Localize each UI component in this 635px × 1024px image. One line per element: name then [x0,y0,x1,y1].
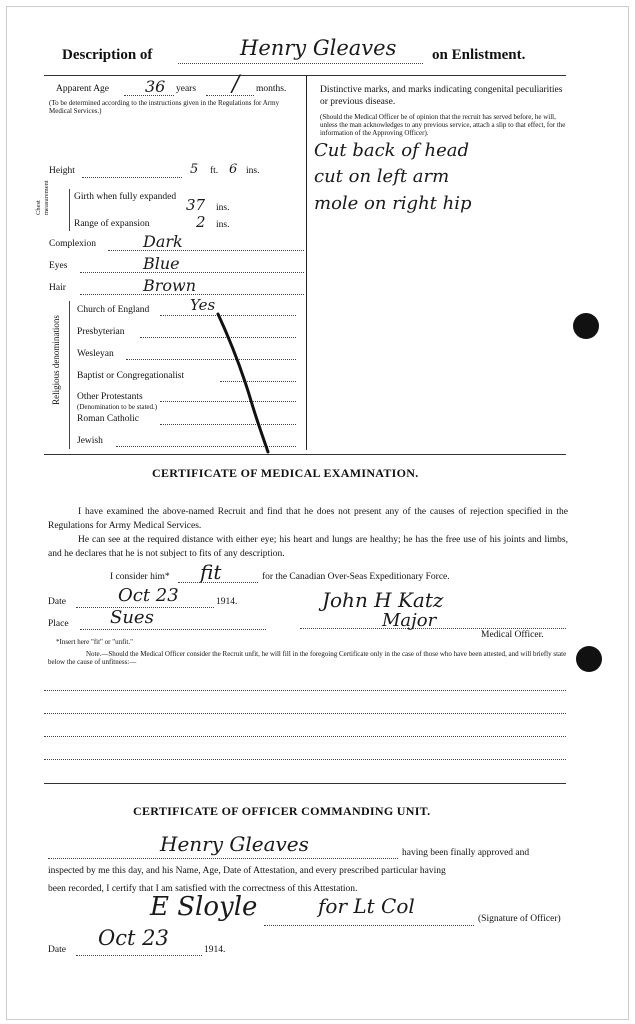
on-enlistment-label: on Enlistment. [432,47,526,63]
commanding-year: 1914. [204,945,226,955]
height-in-value: 6 [229,162,238,177]
complexion-line [108,250,304,251]
months-label: months. [256,84,287,94]
wesleyan-label: Wesleyan [77,349,114,359]
chest-brace [69,189,70,231]
religious-denominations-label: Religious denominations [51,315,61,405]
commanding-date-value: Oct 23 [98,926,169,950]
church-of-england-label: Church of England [77,305,150,315]
column-divider [306,76,307,450]
distinctive-marks-note: (Should the Medical Officer be of opinion that the recruit has served before, he will, unless the man acknowledges to any previous service, attach a slip to that effect, for the information of the Approving Officer). [320,113,566,137]
religion-brace [69,301,70,449]
recruit-name-handwritten: Henry Gleaves [240,36,397,60]
girth-ins-label: ins. [216,203,230,213]
description-of-label: Description of [62,47,153,63]
commanding-date-line [76,955,202,956]
fit-footnote: *Insert here "fit" or "unfit." [56,638,133,646]
commanding-signature: E Sloyle [150,892,258,922]
age-note: (To be determined according to the instructions given in the Regulations for Army Medical Services.) [49,99,280,115]
header-rule [44,75,566,76]
roman-catholic-label: Roman Catholic [77,414,140,424]
range-ins-label: ins. [216,220,230,230]
chest-measurement-label: Chest measurement [35,180,50,215]
girth-label: Girth when fully expanded [74,192,177,202]
eyes-line [80,272,304,273]
unfit-line-4 [44,759,566,760]
commanding-name-line [48,858,398,859]
eyes-label: Eyes [49,261,68,271]
hair-label: Hair [49,283,66,293]
height-ins-label: ins. [246,166,260,176]
punch-hole-bottom [576,646,602,672]
mark-line-2: cut on left arm [314,166,450,187]
medical-signature-line [300,628,566,629]
commanding-line-3: been recorded, I certify that I am satisfied with the correctness of this Attestation. [48,884,358,894]
commanding-date-label: Date [48,945,66,955]
range-label: Range of expansion [74,219,150,229]
height-label: Height [49,166,75,176]
medical-date-label: Date [48,597,66,607]
commanding-line-2: inspected by me this day, and his Name, Age, Date of Attestation, and every prescribed particular having [48,866,446,876]
months-line [206,95,254,96]
jewish-label: Jewish [77,436,103,446]
medical-paragraph-1: I have examined the above-named Recruit and find that he does not present any of the causes of rejection specified in the Regulations for Army Medical Services. [48,507,568,531]
commanding-signature-line [264,925,474,926]
medical-officer-label: Medical Officer. [481,630,544,640]
medical-officer-signature: John H Katz [322,588,444,612]
height-ft-value: 5 [190,162,199,177]
distinctive-marks-heading: Distinctive marks, and marks indicating congenital peculiarities or previous disease. [320,85,563,107]
mark-line-1: Cut back of head [314,140,470,161]
consider-value: fit [200,560,222,584]
medical-certificate-title: CERTIFICATE OF MEDICAL EXAMINATION. [152,466,419,480]
name-line [178,63,423,64]
consider-line [178,582,258,583]
girth-value: 37 [186,196,206,214]
commanding-line-1: having been finally approved and [402,848,530,858]
pen-stroke-mark [180,300,280,460]
medical-year: 1914. [216,597,238,607]
medical-note: Note.—Should the Medical Officer consider the Recruit unfit, he will fill in the foregoing Certificate only in the case of those who have been attested, and will briefly state below the cause of unfitness:— [48,650,567,666]
apparent-age-label: Apparent Age [56,84,110,94]
denomination-note: (Denomination to be stated.) [77,403,158,411]
height-leader [82,177,182,178]
place-value: Sues [110,607,154,628]
church-of-england-value: Yes [190,296,216,314]
commanding-signature-2: for Lt Col [318,894,415,918]
medical-officer-rank: Major [382,610,437,631]
complexion-value: Dark [143,232,183,251]
unfit-line-2 [44,713,566,714]
hair-line [80,294,304,295]
baptist-label: Baptist or Congregationalist [77,371,185,381]
months-value: / [232,72,240,97]
commanding-recruit-name: Henry Gleaves [160,832,309,856]
hair-value: Brown [143,276,197,295]
years-label: years [176,84,197,94]
range-value: 2 [196,213,206,231]
medical-paragraph-2: He can see at the required distance with either eye; his heart and lungs are healthy; he has the free use of his joints and limbs, and he declares that he is not subject to fits of any description. [48,535,568,559]
signature-of-officer-label: (Signature of Officer) [478,914,561,924]
age-line [124,95,174,96]
commanding-certificate-title: CERTIFICATE OF OFFICER COMMANDING UNIT. [133,804,431,818]
section-rule-2 [44,783,566,784]
unfit-line-1 [44,690,566,691]
medical-date-value: Oct 23 [118,585,179,606]
ft-label: ft. [210,166,219,176]
complexion-label: Complexion [49,239,96,249]
section-rule-1 [44,454,566,455]
consider-rest: for the Canadian Over-Seas Expeditionary Force. [262,572,450,582]
unfit-line-3 [44,736,566,737]
consider-label: I consider him* [110,572,170,582]
age-value: 36 [145,77,166,96]
place-label: Place [48,619,69,629]
presbyterian-label: Presbyterian [77,327,125,337]
place-line [80,629,266,630]
mark-line-3: mole on right hip [314,193,472,214]
punch-hole-top [573,313,599,339]
other-protestants-label: Other Protestants [77,392,143,402]
eyes-value: Blue [143,254,180,273]
